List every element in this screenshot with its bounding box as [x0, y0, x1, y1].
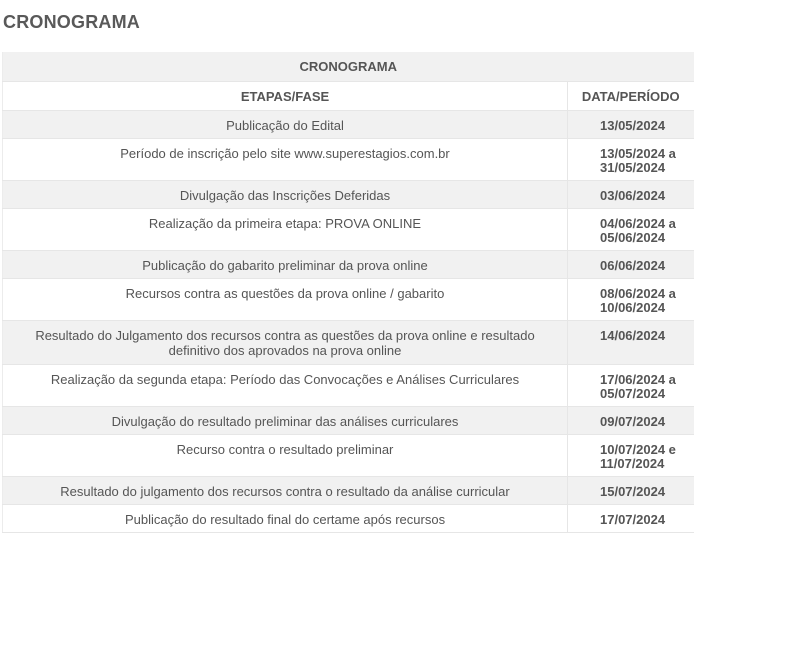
date-text: 05/07/2024	[600, 386, 666, 401]
stage-text: Resultado do Julgamento dos recursos contra as questões da prova online e resultado	[35, 328, 535, 343]
schedule-table	[2, 52, 694, 533]
stage-cell: Realização da primeira etapa: PROVA ONLINE	[3, 209, 568, 251]
date-text: 10/07/2024 e	[600, 442, 676, 457]
date-cell	[568, 279, 694, 321]
date-cell	[568, 251, 694, 279]
stage-cell: Divulgação das Inscrições Deferidas	[3, 181, 568, 209]
table-row	[3, 251, 694, 279]
date-text: 06/06/2024	[600, 258, 666, 273]
date-text: 13/05/2024	[600, 118, 666, 133]
date-cell	[568, 139, 694, 181]
table-row	[3, 111, 694, 139]
table-row	[3, 407, 694, 435]
stage-cell: Recurso contra o resultado preliminar	[3, 435, 568, 477]
date-text: 11/07/2024	[600, 456, 665, 471]
table-row	[3, 139, 694, 181]
table-row	[3, 321, 694, 365]
date-cell	[568, 111, 694, 139]
date-text: 14/06/2024	[600, 328, 666, 343]
page-title: CRONOGRAMA	[3, 12, 140, 32]
date-cell	[568, 477, 694, 505]
stage-cell: Resultado do julgamento dos recursos contra o resultado da análise curricular	[3, 477, 568, 505]
date-cell	[568, 321, 694, 365]
date-cell	[568, 435, 694, 477]
date-text: 31/05/2024	[600, 160, 666, 175]
table-row	[3, 365, 694, 407]
date-cell	[568, 505, 694, 533]
date-text: 17/06/2024 a	[600, 372, 676, 387]
table-row	[3, 505, 694, 533]
stage-cell: Período de inscrição pelo site www.superestagios.com.br	[3, 139, 568, 181]
table-row	[3, 435, 694, 477]
stage-cell: Recursos contra as questões da prova online / gabarito	[3, 279, 568, 321]
date-text: 13/05/2024 a	[600, 146, 676, 161]
date-cell	[568, 407, 694, 435]
table-header-row	[3, 82, 694, 111]
date-cell	[568, 365, 694, 407]
date-cell	[568, 209, 694, 251]
date-text: 17/07/2024	[600, 512, 666, 527]
stage-cell	[3, 321, 568, 365]
table-row	[3, 279, 694, 321]
date-text: 09/07/2024	[600, 414, 666, 429]
stage-cell: Realização da segunda etapa: Período das Convocações e Análises Curriculares	[3, 365, 568, 407]
table-row	[3, 181, 694, 209]
table-caption-row	[3, 52, 694, 82]
stage-cell: Publicação do resultado final do certame após recursos	[3, 505, 568, 533]
date-text: 10/06/2024	[600, 300, 666, 315]
stage-cell: Publicação do gabarito preliminar da prova online	[3, 251, 568, 279]
stage-cell: Publicação do Edital	[3, 111, 568, 139]
table-row	[3, 477, 694, 505]
table-row	[3, 209, 694, 251]
date-cell	[568, 181, 694, 209]
date-text: 05/06/2024	[600, 230, 666, 245]
date-text: 03/06/2024	[600, 188, 666, 203]
column-header-stage: ETAPAS/FASE	[3, 82, 568, 111]
date-text: 08/06/2024 a	[600, 286, 676, 301]
table-caption: CRONOGRAMA	[3, 52, 694, 82]
column-header-date: DATA/PERÍODO	[568, 82, 694, 111]
stage-text: definitivo dos aprovados na prova online	[168, 343, 402, 358]
date-text: 04/06/2024 a	[600, 216, 676, 231]
stage-cell: Divulgação do resultado preliminar das análises curriculares	[3, 407, 568, 435]
date-text: 15/07/2024	[600, 484, 666, 499]
